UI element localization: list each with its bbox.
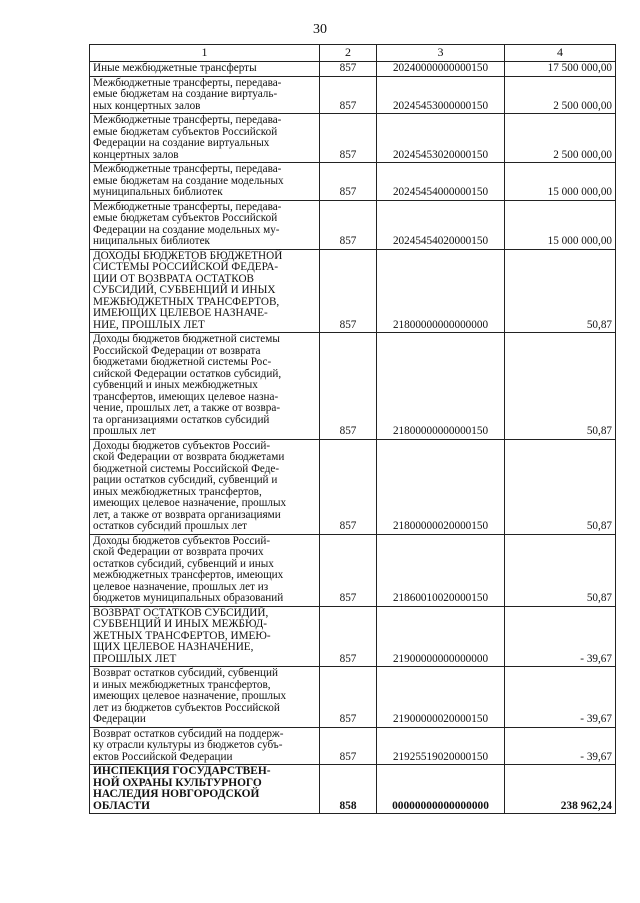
row-kbk-code: 21860010020000150 [377, 534, 505, 606]
row-amount: 50,87 [505, 534, 616, 606]
table-row [90, 765, 616, 814]
row-kbk-code: 20245453000000150 [377, 76, 505, 114]
table-header-row [90, 45, 616, 62]
row-kbk-code: 21800000020000150 [377, 439, 505, 534]
page-number: 30 [313, 22, 327, 37]
row-admin-code: 857 [320, 534, 377, 606]
row-description: Доходы бюджетов субъектов Россий- ской Федерации от возврата прочих остатков субсидий, субвенций и иных межбюджетных трансфертов, имеющих целевое назначение, прошлых лет из бюджетов муниципальных образований [90, 534, 320, 606]
row-kbk-code: 20245454000000150 [377, 163, 505, 201]
row-description: Межбюджетные трансферты, передава- емые бюджетам субъектов Российской Федерации на создание виртуальных концертных залов [90, 114, 320, 163]
row-kbk-code: 20245453020000150 [377, 114, 505, 163]
row-amount: 50,87 [505, 249, 616, 333]
row-description: ИНСПЕКЦИЯ ГОСУДАРСТВЕН- НОЙ ОХРАНЫ КУЛЬТУРНОГО НАСЛЕДИЯ НОВГОРОДСКОЙ ОБЛАСТИ [90, 765, 320, 814]
row-description: Межбюджетные трансферты, передава- емые бюджетам на создание виртуаль- ных концертных залов [90, 76, 320, 114]
row-amount: 2 500 000,00 [505, 114, 616, 163]
row-description: Возврат остатков субсидий на поддерж- ку отрасли культуры из бюджетов субъ- ектов Российской Федерации [90, 727, 320, 765]
table-row [90, 249, 616, 333]
row-description: ДОХОДЫ БЮДЖЕТОВ БЮДЖЕТНОЙ СИСТЕМЫ РОССИЙСКОЙ ФЕДЕРА- ЦИИ ОТ ВОЗВРАТА ОСТАТКОВ СУБСИДИЙ, СУБВЕНЦИЙ И ИНЫХ МЕЖБЮДЖЕТНЫХ ТРАНСФЕРТОВ, ИМЕЮЩИХ ЦЕЛЕВОЕ НАЗНАЧЕ- НИЕ, ПРОШЛЫХ ЛЕТ [90, 249, 320, 333]
row-amount: - 39,67 [505, 727, 616, 765]
table-row [90, 200, 616, 249]
header-col-1: 1 [90, 45, 320, 62]
row-admin-code: 857 [320, 439, 377, 534]
row-admin-code: 857 [320, 62, 377, 77]
row-amount: - 39,67 [505, 667, 616, 728]
row-kbk-code: 00000000000000000 [377, 765, 505, 814]
row-kbk-code: 21925519020000150 [377, 727, 505, 765]
row-description: Межбюджетные трансферты, передава- емые бюджетам на создание модельных муниципальных библиотек [90, 163, 320, 201]
row-admin-code: 857 [320, 163, 377, 201]
table-row [90, 727, 616, 765]
table-row [90, 114, 616, 163]
table-row [90, 439, 616, 534]
row-admin-code: 857 [320, 76, 377, 114]
row-admin-code: 857 [320, 200, 377, 249]
table-row [90, 62, 616, 77]
row-amount: 15 000 000,00 [505, 163, 616, 201]
row-description: ВОЗВРАТ ОСТАТКОВ СУБСИДИЙ, СУБВЕНЦИЙ И ИНЫХ МЕЖБЮД- ЖЕТНЫХ ТРАНСФЕРТОВ, ИМЕЮ- ЩИХ ЦЕЛЕВОЕ НАЗНАЧЕНИЕ, ПРОШЛЫХ ЛЕТ [90, 606, 320, 667]
table-row [90, 534, 616, 606]
row-kbk-code: 20240000000000150 [377, 62, 505, 77]
row-amount: 2 500 000,00 [505, 76, 616, 114]
row-admin-code: 857 [320, 249, 377, 333]
row-kbk-code: 20245454020000150 [377, 200, 505, 249]
row-amount: 17 500 000,00 [505, 62, 616, 77]
row-amount: 50,87 [505, 439, 616, 534]
row-description: Межбюджетные трансферты, передава- емые бюджетам субъектов Российской Федерации на создание модельных му- ниципальных библиотек [90, 200, 320, 249]
header-col-4: 4 [505, 45, 616, 62]
table-row [90, 606, 616, 667]
row-description: Иные межбюджетные трансферты [90, 62, 320, 77]
row-kbk-code: 21900000000000000 [377, 606, 505, 667]
header-col-2: 2 [320, 45, 377, 62]
table-row [90, 76, 616, 114]
row-admin-code: 858 [320, 765, 377, 814]
row-amount: 238 962,24 [505, 765, 616, 814]
row-description: Возврат остатков субсидий, субвенций и иных межбюджетных трансфертов, имеющих целевое назначение, прошлых лет из бюджетов субъектов Российской Федерации [90, 667, 320, 728]
row-admin-code: 857 [320, 606, 377, 667]
row-admin-code: 857 [320, 727, 377, 765]
row-description: Доходы бюджетов бюджетной системы Российской Федерации от возврата бюджетами бюджетной системы Рос- сийской Федерации остатков субсидий, субвенций и иных межбюджетных трансфертов, имеющих целевое назна- чение, прошлых лет, а также от возвра- та организациями остатков субсидий прошлых лет [90, 333, 320, 440]
row-admin-code: 857 [320, 667, 377, 728]
row-amount: 15 000 000,00 [505, 200, 616, 249]
row-admin-code: 857 [320, 114, 377, 163]
table-row [90, 667, 616, 728]
row-amount: - 39,67 [505, 606, 616, 667]
table-row [90, 163, 616, 201]
header-col-3: 3 [377, 45, 505, 62]
row-amount: 50,87 [505, 333, 616, 440]
row-kbk-code: 21900000020000150 [377, 667, 505, 728]
table-row [90, 333, 616, 440]
row-kbk-code: 21800000000000150 [377, 333, 505, 440]
row-description: Доходы бюджетов субъектов Россий- ской Федерации от возврата бюджетами бюджетной системы Российской Феде- рации остатков субсидий, субвенций и иных межбюджетных трансфертов, имеющих целевое назначение, прошлых лет, а также от возврата организациями остатков субсидий прошлых лет [90, 439, 320, 534]
row-kbk-code: 21800000000000000 [377, 249, 505, 333]
budget-table [89, 44, 616, 814]
row-admin-code: 857 [320, 333, 377, 440]
